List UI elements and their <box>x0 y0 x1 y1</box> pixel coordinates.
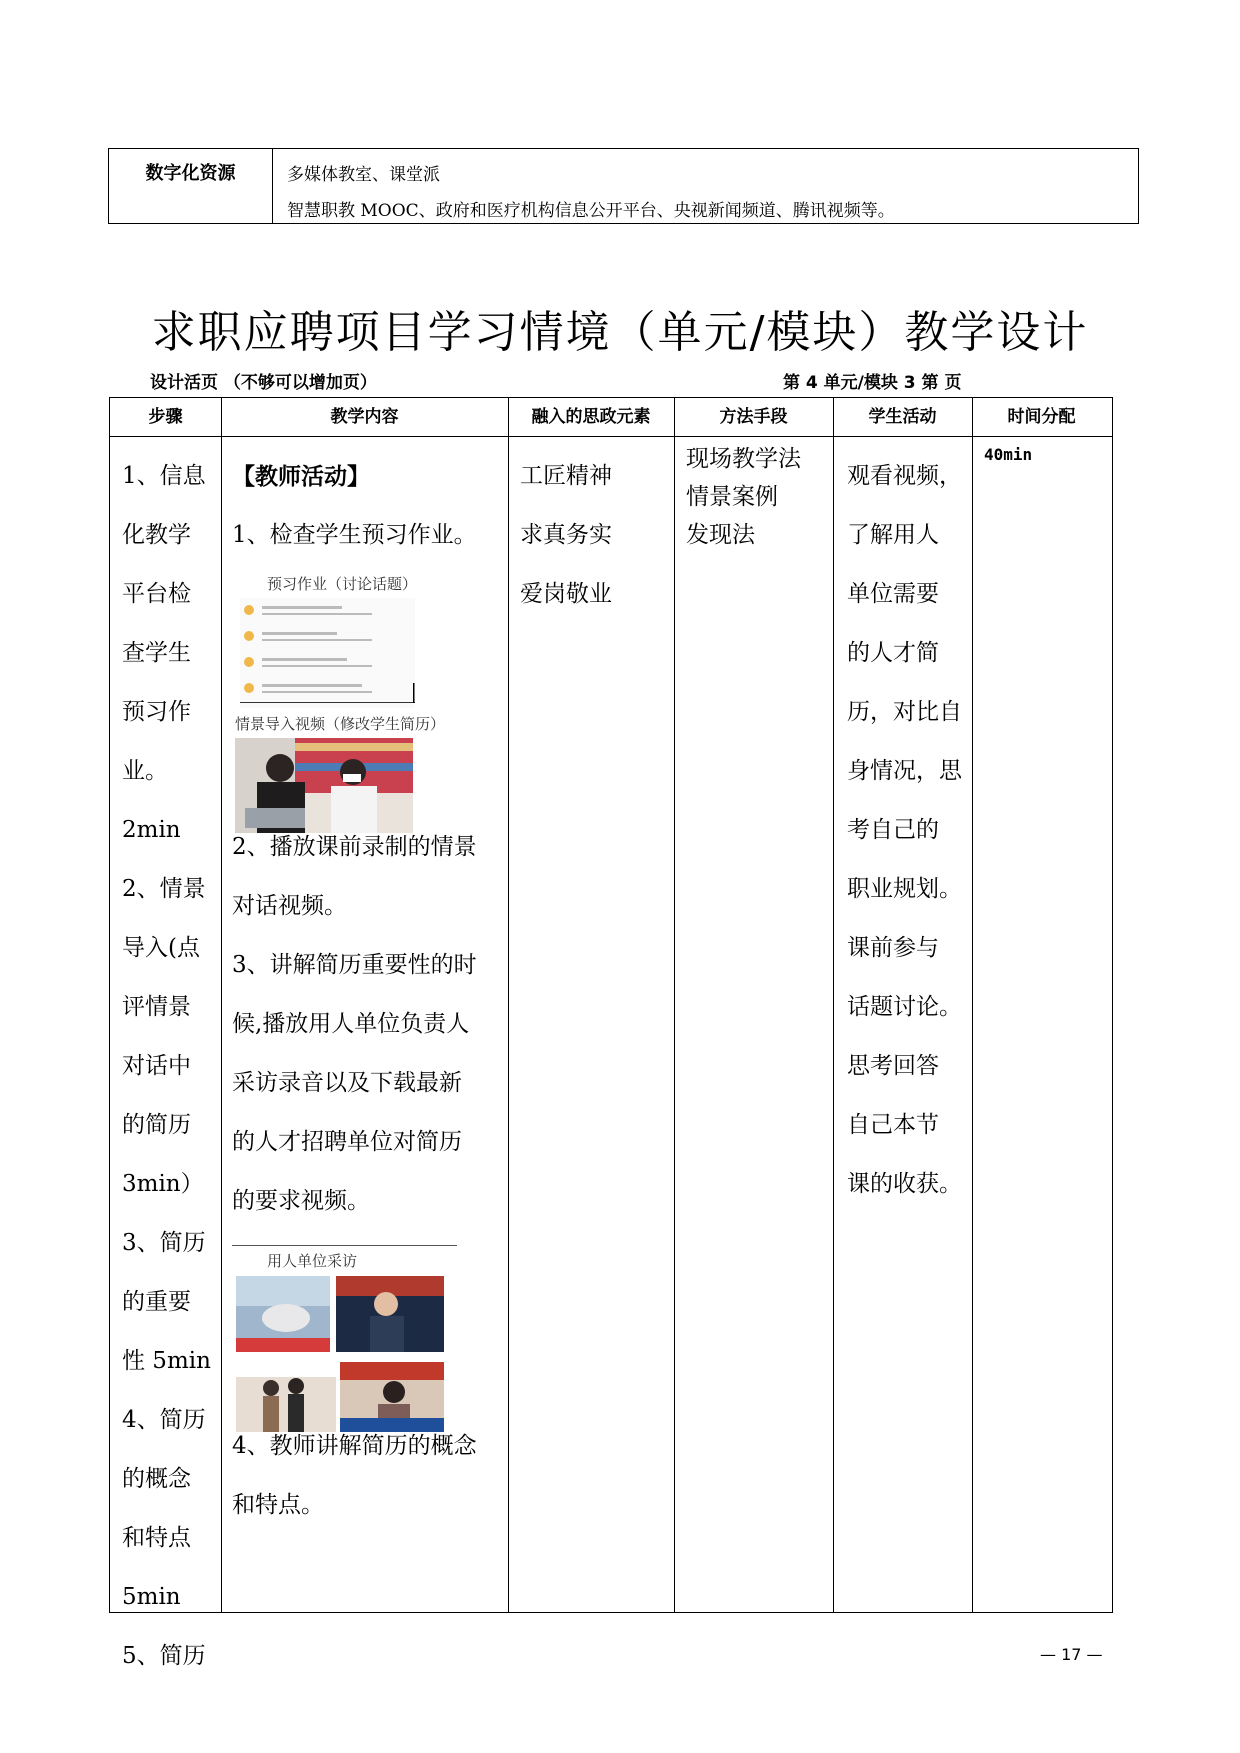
content-column <box>232 398 500 1608</box>
column-divider <box>833 398 834 1612</box>
student-line: 的人才简 <box>847 640 939 666</box>
student-line: 观看视频， <box>847 463 962 489</box>
ideology-column <box>520 447 612 624</box>
scenario-video-caption: 情景导入视频（修改学生简历） <box>235 715 446 733</box>
step-line: 评情景 <box>122 994 191 1020</box>
methods-column <box>686 440 801 554</box>
ideology-item: 求真务实 <box>520 522 612 548</box>
step-line: 和特点 <box>122 1525 191 1551</box>
resources-body <box>273 149 1138 223</box>
resources-line-2: 智慧职教 MOOC、政府和医疗机构信息公开平台、央视新闻频道、腾讯视频等。 <box>287 201 895 221</box>
student-line: 话题讨论。 <box>847 994 962 1020</box>
step-line: 3、简历 <box>122 1230 206 1256</box>
step-line: 5、简历 <box>122 1643 206 1669</box>
ideology-item: 爱岗敬业 <box>520 581 612 607</box>
page-number: — 17 — <box>1040 1645 1103 1664</box>
teacher-activity-heading: 【教师活动】 <box>232 463 370 490</box>
step-line: 性 5min <box>122 1348 211 1374</box>
header-student-activity: 学生活动 <box>868 407 937 427</box>
step-line: 的简历 <box>122 1112 191 1138</box>
column-divider <box>674 398 675 1612</box>
student-line: 课的收获。 <box>847 1171 962 1197</box>
student-line: 自己本节 <box>847 1112 939 1138</box>
student-line: 课前参与 <box>847 935 939 961</box>
step-line: 3min） <box>122 1171 204 1197</box>
content-item-2a: 2、播放课前录制的情景 <box>232 834 477 860</box>
header-ideology: 融入的思政元素 <box>531 407 651 427</box>
document-title: 求职应聘项目学习情境（单元/模块）教学设计 <box>151 307 1089 358</box>
method-item: 现场教学法 <box>686 446 801 472</box>
interview-photos <box>236 1276 444 1436</box>
step-line: 查学生 <box>122 640 191 666</box>
homework-screenshot <box>240 598 415 708</box>
student-line: 身情况，思 <box>847 758 962 784</box>
student-activity-column <box>847 447 967 1214</box>
method-item: 发现法 <box>686 522 755 548</box>
scenario-video-thumbnail <box>235 738 413 833</box>
step-line: 预习作 <box>122 699 191 725</box>
student-line: 职业规划。 <box>847 876 962 902</box>
header-steps: 步骤 <box>148 407 183 427</box>
content-item-4b: 和特点。 <box>232 1492 324 1518</box>
content-item-3e: 的要求视频。 <box>232 1188 370 1214</box>
digital-resources-table <box>108 148 1139 224</box>
step-line: 对话中 <box>122 1053 191 1079</box>
header-content: 教学内容 <box>330 407 399 427</box>
content-item-3a: 3、讲解简历重要性的时 <box>232 952 477 978</box>
step-line: 平台检 <box>122 581 191 607</box>
step-line: 2、情景 <box>122 876 206 902</box>
column-divider <box>972 398 973 1612</box>
design-sheet-label: 设计活页 （不够可以增加页） <box>150 373 377 393</box>
step-line: 的重要 <box>122 1289 191 1315</box>
step-line: 1、信息 <box>122 463 206 489</box>
step-line: 的概念 <box>122 1466 191 1492</box>
step-line: 化教学 <box>122 522 191 548</box>
content-item-2b: 对话视频。 <box>232 893 347 919</box>
resources-label: 数字化资源 <box>109 149 273 223</box>
homework-caption: 预习作业（讨论话题） <box>267 575 418 593</box>
content-item-3b: 候,播放用人单位负责人 <box>232 1011 470 1037</box>
interview-caption: 用人单位采访 <box>267 1252 358 1270</box>
content-item-4a: 4、教师讲解简历的概念 <box>232 1433 477 1459</box>
interview-separator <box>232 1245 457 1246</box>
unit-page-label: 第 4 单元/模块 3 第 页 <box>783 373 962 393</box>
student-line: 考自己的 <box>847 817 939 843</box>
student-line: 历，对比自 <box>847 699 962 725</box>
student-line: 单位需要 <box>847 581 939 607</box>
time-allocation: 40min <box>984 445 1033 464</box>
column-divider <box>508 398 509 1612</box>
step-line: 导入(点 <box>122 935 200 961</box>
resources-line-1: 多媒体教室、课堂派 <box>287 165 440 185</box>
method-item: 情景案例 <box>686 484 778 510</box>
header-methods: 方法手段 <box>719 407 788 427</box>
step-line: 业。2min <box>122 758 181 843</box>
column-divider <box>221 398 222 1612</box>
content-item-3c: 采访录音以及下载最新 <box>232 1070 462 1096</box>
content-item-1: 1、检查学生预习作业。 <box>232 522 477 548</box>
header-time: 时间分配 <box>1007 407 1076 427</box>
steps-column <box>122 447 218 1686</box>
ideology-item: 工匠精神 <box>520 463 612 489</box>
step-line: 4、简历 <box>122 1407 206 1433</box>
student-line: 思考回答 <box>847 1053 939 1079</box>
step-line: 5min <box>122 1584 181 1610</box>
content-item-3d: 的人才招聘单位对简历 <box>232 1129 462 1155</box>
student-line: 了解用人 <box>847 522 939 548</box>
